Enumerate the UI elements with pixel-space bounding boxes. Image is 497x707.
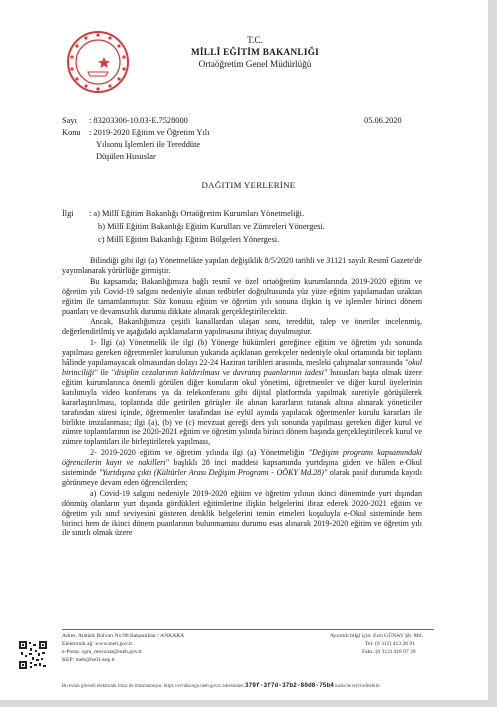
footer-address: Adres: Atatürk Bulvarı No:98 Bakanlıklar / ANKARA — [62, 633, 185, 639]
header-department: Ortaöğretim Genel Müdürlüğü — [198, 59, 312, 69]
sayi-value: : 83203306-10.03-E.7528000 — [89, 116, 188, 125]
paragraph-5 — [62, 448, 422, 488]
header-tc: T.C. — [247, 35, 263, 45]
quote-okul-birinciligi: "okul birinciliği" — [62, 358, 422, 377]
verification-code: 379f-3f7d-37b2-80d8-75b4 — [244, 682, 334, 689]
paragraph-4 — [62, 338, 422, 447]
footer-web: Elektronik ağ: www.meb.gov.tr — [62, 641, 133, 647]
paragraph-3: Ancak, Bakanlığımıza çeşitli kanallardan ulaşan soru, tereddüt, talep ve öneriler incelenmiş, değerlendirilmiş ve aşağıdaki açıklamaların yapılmasına ihtiyaç duyulmuştur. — [62, 317, 422, 337]
sayi-label: Sayı — [62, 116, 77, 125]
qr-code-icon — [18, 640, 48, 670]
paragraph-4-text-c: hususları başta olmak üzere eğitim kurumlarınca önemli görülen diğer konuların okul yönetimi, öğretmenler ve diğer kurul üyelerinin katılımıyla video konferans ya da telekonferans gibi dijital platformda yapılmak suretiyle görüşülerek kararlaştırılması, toplantıda dile getirilen görüşler ile alınan kararların tutanak altına alınarak yöneticiler tarafından süresi içinde, öğretmenler tarafından ise eylül ayında yapılacak öğretmenler kurulu kararları ile birlikte imzalanması; ilgi (a), (b) ve (c) mevzuat gereği ders yılı sonunda yapılması gereken diğer kurul ve zümre toplantılarının ise 2020-2021 eğitim ve öğretim yılında birinci dönem başında gerçekleştirilecek kurul ve zümre toplantıları ile birleştirilerek yapılması, — [62, 367, 422, 447]
footer-email: e-Posta: ogm_mevzuat@meb.gov.tr — [62, 649, 143, 655]
ilgi-b: b) Millî Eğitim Bakanlığı Eğitim Kurulları ve Zümreleri Yönergesi. — [98, 222, 325, 231]
paragraph-2: Bu kapsamda; Bakanlığımıza bağlı resmî ve özel ortaöğretim kurumlarında 2019-2020 eğitim ve öğretim yılı Covid-19 salgını nedeniyle alınan tedbirler doğrultusunda yüz yüze eğitim yapılamadan uzaktan eğitim ile tamamlanmıştır. Söz konusu eğitim ve öğretim yılı sonuna ilişkin iş ve işlemler birinci dönem puanları ve devamsızlık durumu dikkate alınarak gerçekleştirilecektir. — [62, 276, 422, 316]
meb-logo-icon — [66, 30, 130, 94]
document-date: 05.06.2020 — [364, 116, 402, 125]
paragraph-1: Bilindiği gibi ilgi (a) Yönetmelikte yapılan değişiklik 8/5/2020 tarihli ve 31121 sayılı Resmî Gazete'de yayımlanarak yürürlüğe girmiştir. — [62, 256, 422, 275]
paragraph-5-text-b: başlıklı 28 inci maddesi kapsamında yurtdışına giden ve hâlen e-Okul sisteminde — [62, 458, 422, 478]
quote-degisim-programi: "Değişim programı kapsamındaki öğrencilerin kayıt ve nakilleri" — [62, 448, 422, 468]
footer-divider — [62, 629, 434, 630]
verification-note — [62, 682, 434, 690]
scan-edge-bottom — [0, 700, 497, 707]
verification-suffix: kodu ile teyit edilebilir. — [335, 684, 381, 689]
ilgi-c: c) Millî Eğitim Bakanlığı Eğitim Bölgeleri Yönergesi. — [98, 235, 280, 244]
ilgi-label: İlgi — [62, 209, 74, 218]
konu-line-3: Düşülen Hususlar — [96, 152, 156, 161]
konu-line-2: Yılsonu İşlemleri ile Tereddüte — [96, 140, 201, 149]
quote-yurtdisina-cikti: "Yurtdışına çıktı (Kültürler Arası Değişim Programı - OÖKY Md.28)" — [98, 468, 328, 478]
footer-tel: Tel: (0 312) 413 26 91 — [365, 641, 416, 647]
distribution-title: DAĞITIM YERLERİNE — [201, 180, 296, 190]
ilgi-a: : a) Millî Eğitim Bakanlığı Ortaöğretim Kurumları Yönetmeliği. — [89, 209, 305, 218]
footer-fax: Faks: (0 312) 418 07 39 — [362, 649, 416, 655]
paragraph-5-text-a: 2- 2019-2020 eğitim ve öğretim yılında ilgi (a) Yönetmeliğin — [90, 448, 309, 458]
paragraph-5-text-c: olarak pasif durumda kayıtlı görünmeye devam eden öğrencilerden; — [62, 468, 422, 487]
konu-line-1: : 2019-2020 Eğitim ve Öğretim Yılı — [89, 128, 210, 137]
konu-label: Konu — [62, 128, 81, 137]
quote-disiplin: "disiplin cezalarının kaldırılması ve davranış puanlarının iadesi" — [111, 367, 328, 377]
paragraph-4-text-b: ile — [97, 367, 112, 377]
footer-info-contact: Ayrıntılı bilgi için: Erol GÜNAY Şb. Md. — [330, 633, 423, 639]
verification-text: Bu evrak güvenli elektronik imza ile imzalanmıştır. https://evraksorgu.meb.gov.tr adresinden — [62, 684, 244, 689]
paragraph-6: a) Covid-19 salgını nedeniyle 2019-2020 eğitim ve öğretim yılının ikinci döneminde yurt dışından dönmüş olanların yurt dışında gördükleri eğitimlerine ilişkin belgelerini ibraz ederek 2020-2021 eğitim ve öğretim yılı sınıf seviyesini gösteren denklik belgelerini temin etmeleri koşuluyla e-Okul sisteminde hem birinci hem de ikinci dönem puanlarının bulunmaması durumu esas alınarak 2019-2020 eğitim ve öğretim yılı ile sınırlı olmak üzere — [62, 488, 422, 538]
scan-edge-right — [488, 0, 497, 707]
header-ministry: MİLLÎ EĞİTİM BAKANLIĞI — [190, 47, 320, 57]
letter-body — [62, 256, 422, 539]
footer-kep: KEP: meb@hs01.kep.tr — [62, 657, 116, 663]
paragraph-4-text-a: 1- İlgi (a) Yönetmelik ile ilgi (b) Yönerge hükümleri gereğince eğitim ve öğretim yılı sonunda yapılması gereken öğretmenler kurulunun yukarıda açıklanan gerekçeler nedeniyle okul ortamında bir toplantı hâlinde yapılamayacak olmasından dolayı 22-24 Haziran tarihleri arasında, mesleki çalışmalar sonrasında — [62, 338, 422, 368]
